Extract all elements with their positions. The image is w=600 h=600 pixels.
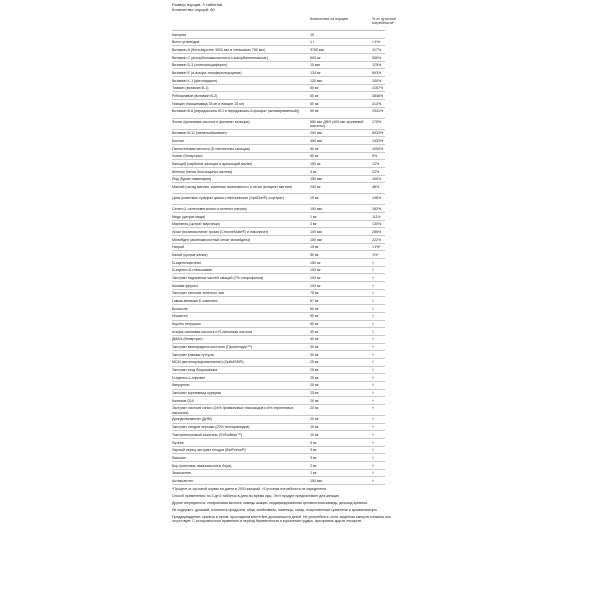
nutrient-name: MCM (метилсульфонилметан) (OptiMSM®) [172,360,244,365]
nutrient-amount: 400 мкг [310,138,323,143]
table-row [172,119,385,130]
nutrient-amount: 150 мг [310,162,321,166]
nutrient-name: Токотриеноловый комплекс (EVNolMax™) [172,432,243,437]
free-of-text: Не содержит: дрожжей, молочных продуктов, яйца, клейковины, пшеницы, сахар, искусственные красители и ароматизаторы. [172,507,378,512]
table-row [172,160,385,168]
daily-value-percent: † [372,448,374,453]
table-header [172,16,396,31]
daily-value-percent: † [372,478,374,483]
table-row [172,137,385,145]
nutrient-amount: 3 мг [310,222,317,227]
nutrient-amount: 75 мг [310,291,319,296]
table-row [172,439,385,447]
daily-value-percent: 313% [372,101,382,106]
nutrient-amount: 25 мг [310,391,319,396]
table-row [172,424,385,432]
table-row [172,69,385,77]
daily-value-percent: † [372,391,374,396]
other-ingredients: Другие ингредиенты: стеариновая кислота, камедь акации, модифицированная целлюлозная камедь, диоксид кремния. [172,500,369,505]
table-row [172,336,385,344]
daily-value-percent: 1000% [372,146,384,151]
table-row [172,108,385,119]
daily-value-percent: 1333% [372,138,384,143]
table-row [172,344,385,352]
label-notes [172,486,391,524]
nutrient-name: Молибден (аминокислотный хелат молибдена) [172,237,251,242]
nutrient-amount: 134 мг [310,70,321,75]
nutrient-name: Цинк (комплекс сульфат цинка с метионином (OptiZinc®) и цитрат) [172,196,284,201]
nutrient-name: Всего углеводов [172,40,200,45]
nutrient-amount: 100 мг [310,283,321,288]
daily-value-percent: † [372,471,374,476]
table-row [172,351,385,359]
nutrient-amount: 20 мг [310,417,319,422]
daily-value-percent: † [372,314,374,319]
nutrient-amount: 100 мкг [310,230,323,235]
nutrient-name: Марганец (цитрат марганца) [172,222,220,227]
daily-value-percent: † [372,291,374,296]
nutrient-name: Йод (бурая ламинария) [172,177,212,182]
daily-value-percent: 48% [372,185,380,190]
table-row [172,367,385,375]
nutrient-amount: 25 мг [310,368,319,373]
usage-text: Способ применения: по 3 де 6 таблеток в день во время еды. Этот продукт предназначен для женщин. [172,493,341,498]
daily-value-percent: † [372,398,374,403]
nutrient-name: Витамин K-1 (фитонадион) [172,78,218,83]
supplement-facts-panel [172,0,396,600]
table-row [172,321,385,329]
table-row [172,244,385,252]
nutrient-name: Черный перец экстракт плодов (BioPerine®) [172,448,246,453]
daily-value-percent: † [372,276,374,281]
nutrient-name: Экстракт ягод боярышника [172,368,218,373]
nutrient-amount: 50 мг [310,101,319,106]
daily-value-percent: 222% [372,237,382,242]
table-row [172,454,385,462]
nutrient-name: Витамин B-6 (пиридоксина HCl и пиридоксаль-5-фосфат (активированный)) [172,109,299,114]
nutrient-name: N-ацетил-D-глюкозамин [172,268,213,273]
table-row [172,397,385,405]
table-row [172,77,385,85]
nutrient-name: Фолат (фолиевая кислота и фолинат кальция) [172,120,250,125]
nutrient-amount: 50 мг [310,86,319,91]
nutrient-amount: 3 мг [310,448,317,453]
nutrient-amount: 500 мг [310,55,321,60]
table-row [172,390,385,398]
daily-value-percent: † [372,299,374,304]
daily-value-percent: † [372,375,374,380]
table-row [172,313,385,321]
daily-value-percent: † [372,329,374,334]
nutrient-amount: 15 мг [310,245,319,250]
nutrient-name: Холин (битартрат) [172,154,203,159]
nutrient-amount: 15 мг [310,196,319,201]
table-row [172,236,385,244]
nutrient-amount: 100 мг [310,268,321,273]
table-row [172,92,385,100]
nutrient-amount: 30 мг [310,345,319,350]
daily-value-percent: † [372,360,374,365]
table-row [172,205,385,213]
nutrient-name: Ликопин [172,455,186,460]
nutrient-name: Натрий [172,245,185,250]
nutrient-amount: 50 мг [310,93,319,98]
nutrient-name: Калории [172,32,187,37]
nutrient-name: Магний (оксид магния, комплекс аминокислот и хелат аспартат магния) [172,185,292,190]
daily-value-percent: 12% [372,162,380,166]
table-row [172,168,385,176]
amount-column-header: Количество на порцию [310,17,348,21]
nutrient-name: Витамин D-3 (холекальциферол) [172,63,228,68]
table-row [172,183,385,194]
table-row [172,462,385,470]
daily-value-percent: 136% [372,196,382,201]
nutrient-name: Калий (цитрат калия) [172,253,208,258]
table-row [172,259,385,267]
nutrient-amount: 50 мг [310,322,319,327]
table-row [172,477,385,485]
daily-value-percent: † [372,383,374,388]
table-row [172,328,385,336]
nutrient-amount: 3 мг [310,455,317,460]
nutrient-amount: 2 мг [310,463,317,468]
nutrient-amount: 60 мг [310,306,319,311]
daily-value-percent: <1%* [372,40,381,45]
table-row [172,221,385,229]
table-row [172,100,385,108]
table-row [172,282,385,290]
nutrient-amount: 40 мг [310,329,319,334]
nutrient-amount: 15 мг [310,425,319,430]
nutrient-amount: 15 [310,32,314,37]
daily-value-percent: 3846% [372,93,384,98]
daily-value-percent: † [372,440,374,445]
nutrient-name: Биотин [172,138,184,143]
table-row [172,213,385,221]
nutrient-amount: 150 мкг [310,478,323,483]
daily-value-percent: 111% [372,214,381,219]
nutrient-amount: 30 мг [310,352,319,357]
daily-value-percent: 125% [372,63,382,68]
nutrient-name: Витамин С (аскорбиновая кислота и аскорбилпальмитат) [172,55,268,60]
table-row [172,176,385,184]
nutrient-name: Витамин Е (d-альфа-токоферилсукцинат) [172,70,242,75]
nutrient-name: Дииндолилметан (ДИМ) [172,417,212,422]
table-row [172,46,385,54]
table-row [172,54,385,62]
table-row [172,267,385,275]
nutrient-name: N-ацетил-L-тирозин [172,375,206,380]
nutrient-amount: 4 мг [310,169,317,174]
table-row [172,416,385,424]
nutrient-amount: 67 мг [310,299,319,304]
nutrient-name: Витамин А (бета-каротин 3000 мкг и пальмитат 750 мкг) [172,47,266,52]
table-row [172,431,385,439]
table-row [172,130,385,138]
nutrient-amount: 150 мкг [310,177,323,182]
table-row [172,85,385,93]
percent-column-header: % от суточной потребности* [372,17,396,26]
nutrient-name: Кальций (карбонат кальция и дикальций малат) [172,162,253,166]
table-row [172,194,385,205]
nutrient-amount: 40 мг [310,337,319,342]
nutrient-amount: 2 мг [310,471,317,476]
daily-value-percent: 100% [372,177,382,182]
nutrient-name: Ниацин (ниацинамид 35 мг и ниацин 15 мг) [172,101,245,106]
daily-value-percent: 2941% [372,109,384,114]
daily-value-percent: † [372,322,374,327]
table-row [172,251,385,259]
nutrient-name: Хром (полиникотинат хрома (ChromeMate®) и пиколинат) [172,230,269,235]
daily-value-percent: † [372,268,374,273]
nutrient-amount: 25 мг [310,383,319,388]
daily-value-percent: † [372,463,374,468]
nutrient-name: Селен (L-селенометионин и селенит натрия) [172,207,247,212]
table-row [172,62,385,70]
nutrient-name: N-ацетилцистеин [172,260,201,265]
table-row [172,274,385,282]
nutrient-name: Экстракт плодов черники (22% антоцианидов) [172,425,250,430]
nutrient-name: ДМАЭ (битартрат) [172,337,203,342]
nutrient-name: Экстракт клюквы гуттула [172,352,214,357]
nutrient-name: Астаксантин [172,478,193,483]
table-row [172,39,385,47]
daily-value-percent: 100% [372,78,382,83]
nutrient-amount: 3750 мкг [310,47,325,52]
daily-value-percent: 1%* [372,253,379,258]
nutrient-amount: 150 мг [310,260,321,265]
nutrient-name: Экстракт листьев зеленого чая [172,291,224,296]
nutrient-name: Инозитол [172,314,188,319]
nutrient-amount: 120 мкг [310,78,323,83]
table-row [172,374,385,382]
daily-value-percent: † [372,417,374,422]
table-row [172,153,385,161]
daily-value-percent: 286% [372,230,382,235]
nutrient-name: Зеаксантин [172,471,192,476]
nutrient-name: Гамма-витамин Е комплекс [172,299,218,304]
nutrient-name: Корень петрушки [172,322,201,327]
daily-value-percent: 170% [372,120,382,125]
table-row [172,290,385,298]
nutrient-name: Альфа-липоевая кислота и R-липоевая кислота [172,329,253,334]
nutrient-name: Коэнзим Q10 [172,398,194,403]
nutrient-amount: 25 мг [310,360,319,365]
nutrient-name: Экстракт надземных частей овощей (7% хлорофилла) [172,276,264,281]
daily-value-percent: 4167% [372,86,384,91]
table-row [172,31,385,39]
table-row [172,297,385,305]
daily-value-percent: † [372,283,374,288]
nutrient-table [172,31,385,485]
nutrient-name: Рибофлавин (витамин B-2) [172,93,218,98]
daily-value-percent: † [372,368,374,373]
daily-value-percent: † [372,337,374,342]
daily-value-percent: 893% [372,70,382,75]
nutrient-name: Экстракт виноградных косточек (Проантодин™) [172,345,253,350]
table-row [172,228,385,236]
nutrient-amount: 20 мг [310,406,319,411]
nutrient-amount: 50 мг [310,253,319,258]
daily-value-percent: † [372,432,374,437]
nutrient-name: Железо (хелат бисглицинат железа) [172,169,233,174]
nutrient-name: Пантотеновая кислота (D-пантотенат кальция) [172,146,250,151]
daily-value-percent: † [372,455,374,460]
nutrient-name: Кверцетин [172,383,190,388]
nutrient-amount: 20 мг [310,398,319,403]
serving-size: Размер порции: 3 таблетки [172,2,223,7]
daily-value-percent: † [372,306,374,311]
daily-value-percent: † [372,425,374,430]
nutrient-amount: 10 мг [310,432,319,437]
daily-value-percent: † [372,406,374,411]
nutrient-amount: 1 г [310,40,315,45]
warning-text: Предупреждение: хранить в сухом, прохладном месте вне досягаемости детей. Не употреблять, если защитная капсула сломана или отсутствует. С осторожностью применять в период беременности и кормления грудью, при приеме других лекарств. [172,514,391,524]
nutrient-name: Медь (цитрат меди) [172,214,206,219]
daily-value-percent: 8333% [372,131,384,136]
nutrient-name: Брокколи [172,306,188,311]
nutrient-name: Экстракт листьев гинкго (24% флавоновых гликозидов и 6% терпеновых лактонов) [172,406,294,415]
nutrient-amount: 5 мг [310,440,317,445]
daily-value-percent: † [372,260,374,265]
daily-value-percent: 22% [372,169,380,174]
table-row [172,447,385,455]
nutrient-amount: 100 мкг [310,237,323,242]
nutrient-amount: 200 мг [310,185,321,190]
daily-value-percent: † [372,345,374,350]
nutrient-name: Тиамин (витамин B-1) [172,86,209,91]
nutrient-amount: 50 мг [310,146,319,151]
nutrient-amount: 50 мг [310,154,319,159]
nutrient-name: Витамин B-12 (метилкобаламин) [172,131,227,136]
nutrient-amount: 100 мг [310,276,321,281]
daily-value-percent: † [372,352,374,357]
nutrient-name: Лутеин [172,440,184,445]
footnote: *Процент от суточной нормы на диете в 2000 калорий. †Суточная потребность не определена. [172,486,327,491]
table-row [172,145,385,153]
nutrient-amount: 100 мкг [310,207,323,212]
table-row [172,359,385,367]
nutrient-name: Клюква фрукты [172,283,198,288]
daily-value-percent: 130% [372,222,382,227]
daily-value-percent: 9% [372,154,378,159]
table-row [172,405,385,416]
nutrient-amount: 680 мкг ДФЭ (400 мкг фолиевой кислоты) [310,120,364,129]
daily-value-percent: 556% [372,55,382,60]
nutrient-amount: 200 мкг [310,131,323,136]
daily-value-percent: <1%* [372,245,381,250]
table-row [172,382,385,390]
nutrient-name: Бор (комплекс аминокислоты бора) [172,463,232,468]
daily-value-percent: 182% [372,207,382,212]
nutrient-name: Экстракт корневища куркумы [172,391,222,396]
nutrient-amount: 15 мкг [310,63,321,68]
nutrient-amount: 25 мг [310,375,319,380]
table-row [172,470,385,478]
nutrient-amount: 50 мг [310,109,319,114]
table-row [172,305,385,313]
nutrient-amount: 1 мг [310,214,317,219]
nutrient-amount: 50 мг [310,314,319,319]
daily-value-percent: 417% [372,47,382,52]
servings-per-container: Количество порций: 60 [172,7,215,12]
